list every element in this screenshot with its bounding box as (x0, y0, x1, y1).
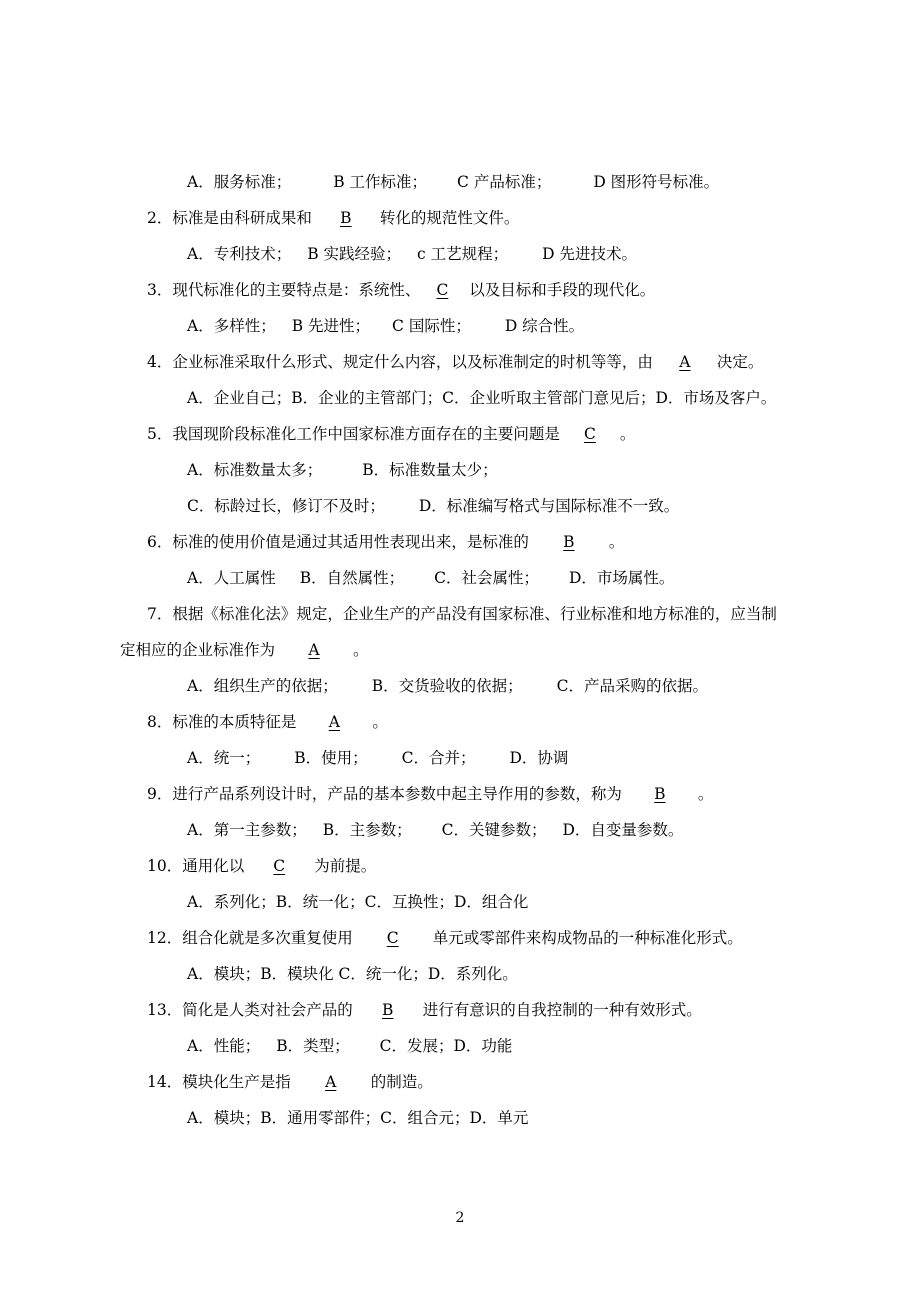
line-text: 9．进行产品系列设计时，产品的基本参数中起主导作用的参数，称为 (147, 785, 622, 803)
line-text: 进行有意识的自我控制的一种有效形式。 (422, 1001, 702, 1019)
text-line-2 (187, 244, 637, 264)
text-line-18 (187, 820, 683, 840)
line-text: C．社会属性； (434, 569, 539, 587)
answer-blank: B (654, 785, 666, 803)
line-text: B．标准数量太少； (362, 461, 498, 479)
line-text: B．自然属性； (299, 569, 405, 587)
line-text: B．类型； (276, 1037, 350, 1055)
line-text: C．标龄过长，修订不及时； (187, 497, 385, 515)
page-number: 2 (455, 1210, 465, 1226)
line-text: C．发展；D．功能 (379, 1037, 513, 1055)
line-text: A．多样性； (187, 317, 276, 335)
line-text: A．服务标准； (187, 173, 292, 191)
line-text: 14．模块化生产是指 (147, 1073, 291, 1091)
line-text: 的制造。 (370, 1073, 433, 1091)
line-text: 5．我国现阶段标准化工作中国家标准方面存在的主要问题是 (147, 425, 560, 443)
text-line-16 (187, 748, 568, 768)
line-text: A．标准数量太多； (187, 461, 323, 479)
line-text: A．统一； (187, 749, 261, 767)
text-line-8 (187, 460, 498, 480)
text-line-11 (187, 568, 674, 588)
line-text: 转化的规范性文件。 (379, 209, 520, 227)
line-text: 12．组合化就是多次重复使用 (147, 929, 353, 947)
line-text: C 产品标准； (457, 173, 552, 191)
text-line-3 (147, 280, 655, 300)
line-text: D．自变量参数。 (562, 821, 684, 839)
line-text: D．市场属性。 (568, 569, 675, 587)
line-text: C．产品采购的依据。 (556, 677, 708, 695)
line-text: 以及目标和手段的现代化。 (464, 281, 656, 299)
line-text: A．模块；B．通用零部件；C．组合元；D．单元 (187, 1109, 529, 1127)
text-line-9 (187, 496, 679, 516)
line-text: 为前提。 (314, 857, 377, 875)
line-text: c 工艺规程； (417, 245, 509, 263)
line-text: A．系列化；B．统一化；C．互换性；D．组合化 (187, 893, 529, 911)
line-text: 。 (353, 641, 369, 659)
line-text: B．使用； (294, 749, 368, 767)
answer-blank: A (679, 353, 691, 371)
answer-blank: A (325, 1073, 337, 1091)
line-text: A．组织生产的依据； (187, 677, 338, 695)
line-text: A．模块；B．模块化 C．统一化；D．系列化。 (187, 965, 518, 983)
line-text: B．交货验收的依据； (371, 677, 523, 695)
line-text: 13．简化是人类对社会产品的 (147, 1001, 353, 1019)
line-text: 4．企业标准采取什么形式、规定什么内容，以及标准制定的时机等等，由 (147, 353, 653, 371)
text-line-21 (147, 928, 743, 948)
text-line-26 (187, 1108, 528, 1128)
text-line-22 (187, 964, 518, 984)
line-text: 10．通用化以 (147, 857, 245, 875)
line-text: C 国际性； (392, 317, 471, 335)
answer-blank: C (386, 929, 399, 947)
answer-blank: B (563, 533, 575, 551)
text-line-6 (187, 388, 776, 408)
text-line-4 (187, 316, 584, 336)
answer-blank: C (273, 857, 286, 875)
line-text: A．企业自己；B．企业的主管部门；C．企业听取主管部门意见后；D．市场及客户。 (187, 389, 777, 407)
answer-blank: A (308, 641, 320, 659)
text-line-20 (187, 892, 528, 912)
line-text: B 先进性； (291, 317, 371, 335)
line-text: D．标准编写格式与国际标准不一致。 (418, 497, 680, 515)
line-text: 7．根据《标准化法》规定，企业生产的产品没有国家标准、行业标准和地方标准的，应当制 (147, 605, 777, 623)
line-text: A．人工属性 (187, 569, 276, 587)
text-line-13 (120, 640, 369, 660)
line-text: 。 (697, 785, 714, 803)
text-line-23 (147, 1000, 702, 1020)
answer-blank: C (436, 281, 449, 299)
line-text: B 实践经验； (307, 245, 402, 263)
text-line-5 (147, 352, 763, 372)
line-text: D．协调 (509, 749, 569, 767)
line-text: B 工作标准； (333, 173, 428, 191)
text-line-17 (147, 784, 713, 804)
line-text: D 综合性。 (504, 317, 585, 335)
text-line-19 (147, 856, 376, 876)
text-line-14 (187, 676, 708, 696)
text-line-15 (147, 712, 388, 732)
answer-blank: A (328, 713, 340, 731)
answer-blank: C (583, 425, 596, 443)
answer-blank: B (340, 209, 352, 227)
line-text: 。 (608, 533, 625, 551)
line-text: 2．标准是由科研成果和 (147, 209, 312, 227)
text-line-7 (147, 424, 635, 444)
line-text: 决定。 (716, 353, 764, 371)
line-text: D 先进技术。 (542, 245, 637, 263)
text-line-12 (147, 604, 777, 624)
line-text: A．性能； (187, 1037, 261, 1055)
line-text: C．关键参数； (441, 821, 547, 839)
text-line-10 (147, 532, 624, 552)
line-text: 定相应的企业标准作为 (120, 641, 276, 659)
line-text: A．第一主参数； (187, 821, 307, 839)
line-text: 8．标准的本质特征是 (147, 713, 297, 731)
line-text: 3．现代标准化的主要特点是：系统性、 (147, 281, 421, 299)
text-line-1 (147, 208, 519, 228)
line-text: A．专利技术； (187, 245, 292, 263)
line-text: 单元或零部件来构成物品的一种标准化形式。 (432, 929, 743, 947)
line-text: D 图形符号标准。 (593, 173, 720, 191)
line-text: 。 (372, 713, 388, 731)
line-text: B．主参数； (322, 821, 412, 839)
line-text: C．合并； (401, 749, 476, 767)
text-line-0 (187, 172, 719, 192)
line-text: 。 (619, 425, 636, 443)
line-text: 6．标准的使用价值是通过其适用性表现出来，是标准的 (147, 533, 529, 551)
answer-blank: B (382, 1001, 394, 1019)
text-line-24 (187, 1036, 512, 1056)
text-line-25 (147, 1072, 433, 1092)
